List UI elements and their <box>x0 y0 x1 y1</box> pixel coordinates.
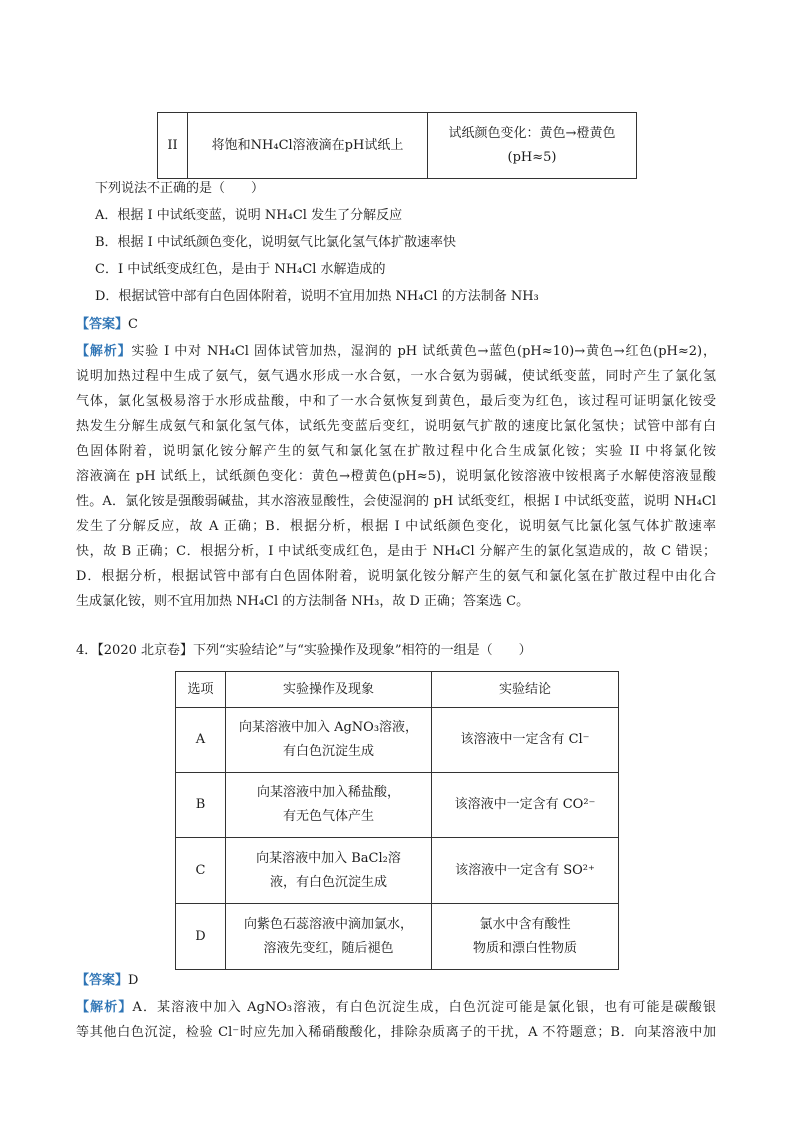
header-option: 选项 <box>176 672 226 708</box>
experiment-conclusion-table <box>175 671 619 970</box>
option-a: A．根据 I 中试纸变蓝，说明 NH₄Cl 发生了分解反应 <box>95 208 403 223</box>
analysis-line: 气体，氯化氢极易溶于水形成盐酸，中和了一水合氨恢复到黄色，最后变为红色，该过程可证明氯化铵受 <box>76 394 716 409</box>
question-stem: 下列说法不正确的是（ ） <box>95 181 265 196</box>
option-cell: A <box>176 708 226 773</box>
option-b: B．根据 I 中试纸颜色变化，说明氨气比氯化氢气体扩散速率快 <box>95 235 456 250</box>
answer-value: D <box>128 973 139 988</box>
conclusion-cell: 该溶液中一定含有 SO²⁺ <box>432 838 619 904</box>
analysis-block <box>76 995 716 1045</box>
analysis-line: 说明加热过程中生成了氨气，氨气遇水形成一水合氨，一水合氨为弱碱，使试纸变蓝，同时产生了氯化氢 <box>76 369 716 384</box>
table-header-row <box>176 672 619 708</box>
analysis-line: 快，故 B 正确；C．根据分析，I 中试纸变成红色，是由于 NH₄Cl 分解产生的氯化氢造成的，故 C 错误； <box>76 544 716 559</box>
analysis-tag: 【解析】 <box>76 344 132 359</box>
conclusion-cell: 氯水中含有酸性 物质和漂白性物质 <box>432 904 619 970</box>
analysis-block <box>76 339 716 614</box>
question-4-stem: 4．【2020 北京卷】下列“实验结论”与“实验操作及现象”相符的一组是（ ） <box>76 643 532 658</box>
operation-cell: 向某溶液中加入 AgNO₃溶液， 有白色沉淀生成 <box>226 708 432 773</box>
result-cell <box>428 113 637 179</box>
operation-cell: 向紫色石蕊溶液中滴加氯水， 溶液先变红，随后褪色 <box>226 904 432 970</box>
option-cell: B <box>176 773 226 838</box>
analysis-line: 色固体附着，说明氯化铵分解产生的氨气和氯化氢在扩散过程中化合生成氯化铵；实验 II 中将氯化铵 <box>76 444 716 459</box>
answer-tag: 【答案】 <box>76 317 129 332</box>
result-line: 试纸颜色变化：黄色→橙黄色 <box>448 125 616 141</box>
option-d: D．根据试管中部有白色固体附着，说明不宜用加热 NH₄Cl 的方法制备 NH₃ <box>95 289 539 304</box>
answer-value: C <box>128 317 138 332</box>
analysis-line: 热发生分解生成氨气和氯化氢气体，试纸先变蓝后变红，说明氨气扩散的速度比氯化氢快；试管中部有白 <box>76 419 716 434</box>
analysis-tag: 【解析】 <box>76 1000 133 1015</box>
answer-line <box>76 316 138 334</box>
analysis-line: 生成氯化铵，则不宜用加热 NH₄Cl 的方法制备 NH₃，故 D 正确；答案选 C。 <box>76 594 530 609</box>
analysis-line: D．根据分析，根据试管中部有白色固体附着，说明氯化铵分解产生的氨气和氯化氢在扩散过程中由化合 <box>76 569 716 584</box>
analysis-line: 性。A．氯化铵是强酸弱碱盐，其水溶液显酸性，会使湿润的 pH 试纸变红，根据 I 中试纸变蓝，说明 NH₄Cl <box>76 494 716 509</box>
operation-cell: 将饱和NH₄Cl溶液滴在pH试纸上 <box>188 113 428 179</box>
option-cell: C <box>176 838 226 904</box>
answer-tag: 【答案】 <box>76 973 129 988</box>
experiment-table-continued <box>157 112 637 179</box>
row-label: II <box>158 113 188 179</box>
analysis-line: 【解析】A．某溶液中加入 AgNO₃溶液，有白色沉淀生成，白色沉淀可能是氯化银，也有可能是碳酸银 <box>76 1000 716 1015</box>
analysis-line: 溶液滴在 pH 试纸上，试纸颜色变化：黄色→橙黄色(pH≈5)，说明氯化铵溶液中铵根离子水解使溶液显酸 <box>76 469 716 484</box>
option-c: C．I 中试纸变成红色，是由于 NH₄Cl 水解造成的 <box>95 262 386 277</box>
table-row <box>176 838 619 904</box>
analysis-line: 发生了分解反应，故 A 正确；B．根据分析，根据 I 中试纸颜色变化，说明氨气比氯化氢气体扩散速率 <box>76 519 716 534</box>
table-row <box>176 773 619 838</box>
header-conclusion: 实验结论 <box>432 672 619 708</box>
analysis-line: 【解析】实验 I 中对 NH₄Cl 固体试管加热，湿润的 pH 试纸黄色→蓝色(pH≈10)→黄色→红色(pH≈2)， <box>76 344 716 359</box>
result-line: (pH≈5) <box>507 149 557 165</box>
header-operation: 实验操作及现象 <box>226 672 432 708</box>
table-row <box>158 113 637 179</box>
answer-line <box>76 972 138 990</box>
analysis-line: 等其他白色沉淀，检验 Cl⁻时应先加入稀硝酸酸化，排除杂质离子的干扰，A 不符题意；B．向某溶液中加 <box>76 1025 716 1040</box>
option-cell: D <box>176 904 226 970</box>
conclusion-cell: 该溶液中一定含有 Cl⁻ <box>432 708 619 773</box>
operation-cell: 向某溶液中加入 BaCl₂溶 液，有白色沉淀生成 <box>226 838 432 904</box>
conclusion-cell: 该溶液中一定含有 CO²⁻ <box>432 773 619 838</box>
table-row <box>176 904 619 970</box>
table-row <box>176 708 619 773</box>
operation-cell: 向某溶液中加入稀盐酸， 有无色气体产生 <box>226 773 432 838</box>
